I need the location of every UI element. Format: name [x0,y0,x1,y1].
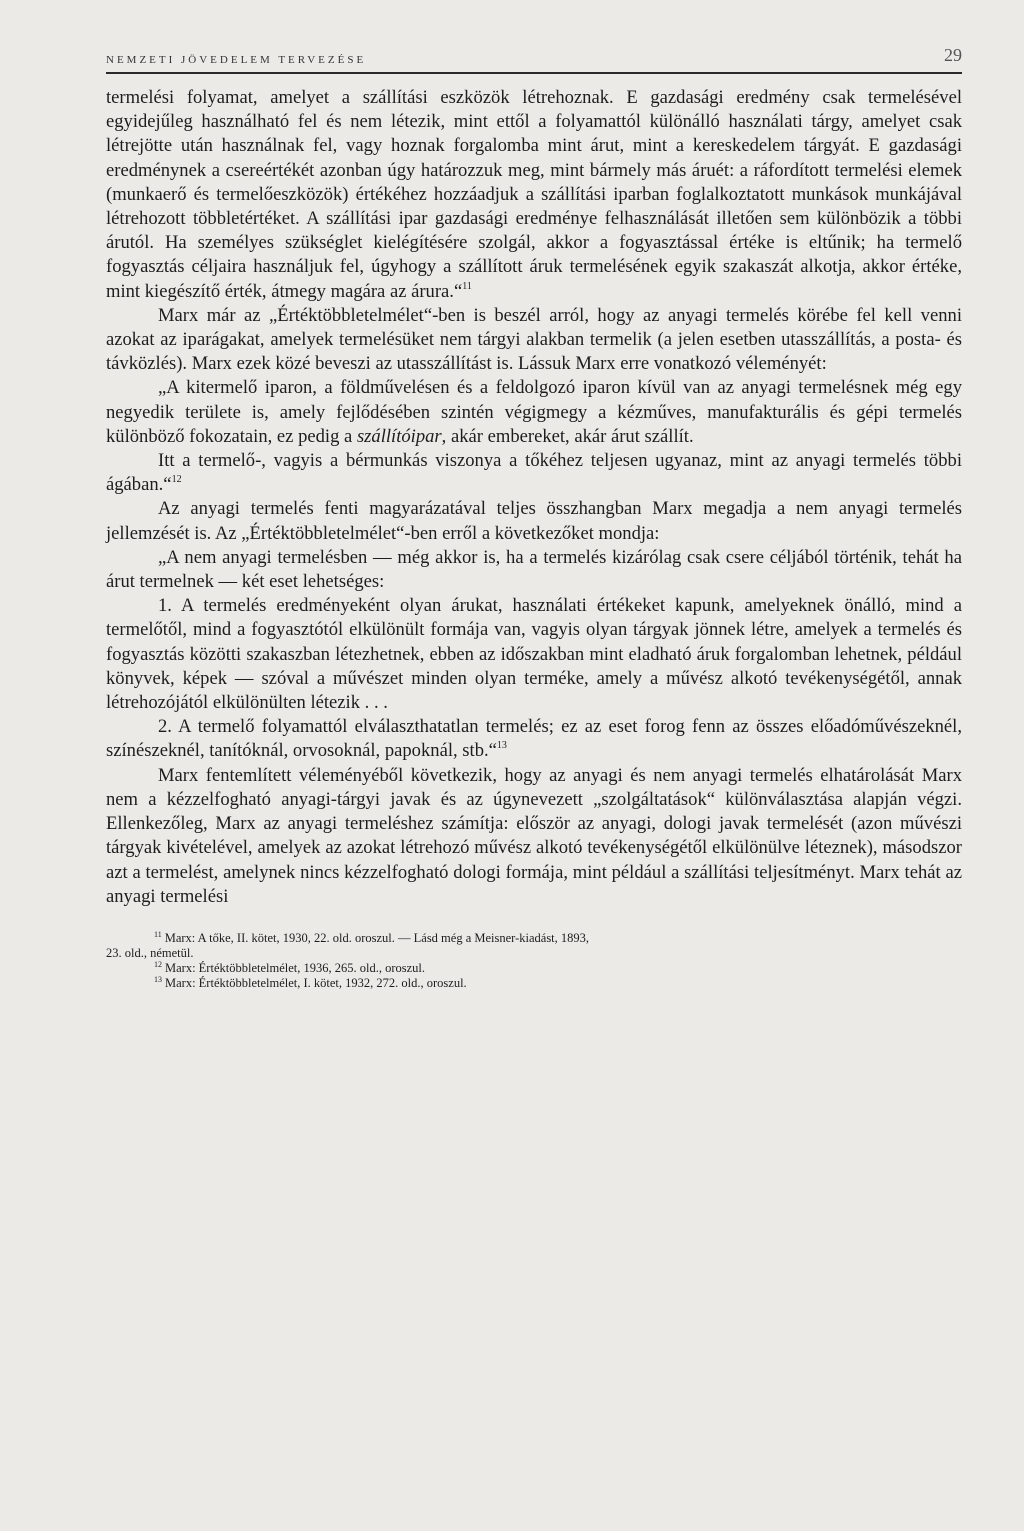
footnote-ref-12[interactable]: 12 [171,474,182,486]
footnote-ref-13[interactable]: 13 [496,740,507,752]
running-head [106,44,962,74]
footnote-11-continued: 23. old., németül. [106,945,194,960]
page-number: 29 [944,45,962,65]
footnotes [106,931,962,991]
body-text [106,86,962,909]
paragraph-4-quote: Itt a termelő-, vagyis a bérmunkás viszonya a tőkéhez teljesen ugyanaz, mint az anyagi termelés többi ágában.“$^{12}$ [106,450,962,496]
paragraph-6-quote: „A nem anyagi termelésben — még akkor is, ha a termelés kizárólag csak csere céljából történik, tehát ha árut termelnek — két eset lehetséges: [106,546,962,593]
footnote-12: $^{12}$ Marx: Értéktöbbletelmélet, 1936, 265. old., oroszul. [154,959,426,975]
footnote-13: $^{13}$ Marx: Értéktöbbletelmélet, I. kötet, 1932, 272. old., oroszul. [154,974,467,990]
footnote-11: $^{11}$ Marx: A tőke, II. kötet, 1930, 22. old. oroszul. — Lásd még a Meisner-kiadást, 1893, [154,929,590,945]
paragraph-9: Marx fentemlített véleményéből következik, hogy az anyagi és nem anyagi termelés elhatárolását Marx nem a kézzelfogható anyagi-tárgyi javak és az úgynevezett „szolgáltatások“ különválasztása alapján végzi. Ellenkezőleg, Marx az anyagi termeléshez számítja: először az anyagi, dologi javak termelését (azon művészi tárgyak kivételével, amelyek az azokat létrehozó művész alkotó tevékenységétől elkülönülve léteznek), másodszor azt a termelést, amelynek nincs kézzelfogható dologi formája, mint például a szállítási teljesítményt. Marx tehát az anyagi termelési [106,764,962,907]
footnote-ref-11[interactable]: 11 [462,280,472,292]
paragraph-1: termelési folyamat, amelyet a szállítási eszközök létrehoznak. E gazdasági eredmény csak termelésével egyidejűleg használható fel és nem létezik, mint ettől a folyamattól különálló használati tárgy, amelyet csak létrejötte után használnak fel, vagy hoznak forgalomba mint árut, mint a kereskedelem tárgyát. E gazdasági eredménynek a csereértékét azonban úgy határozzuk meg, mint bármely más áruét: a ráfordított termelési elemek (munkaerő és termelőeszközök) értékéhez hozzáadjuk a szállítási iparban foglalkoztatott munkások munkájával létrehozott többletértéket. A szállítási ipar gazdasági eredménye felhasználását illetően sem különbözik a többi árutól. Ha személyes szükséglet kielégítésére szolgál, akkor a fogyasztással értéke is eltűnik; ha termelő fogyasztás céljaira használjuk fel, úgyhogy a szállított áruk termelésének egyik szakaszát alkotja, akkor értéke, mint kiegészítő érték, átmegy magára az árura.“$^{11}$ [106,87,962,302]
running-title: NEMZETI JÖVEDELEM TERVEZÉSE [106,54,367,66]
paragraph-8-case-2: 2. A termelő folyamattól elválaszthatatlan termelés; ez az eset forog fenn az összes előadóművészeknél, színészeknél, tanítóknál, orvosoknál, papoknál, stb.“$^{13}$ [106,716,962,762]
italic-term: szállítóipar [356,425,442,447]
paragraph-3-quote: „A kitermelő iparon, a földművelésen és a feldolgozó iparon kívül van az anyagi termelésnek még egy negyedik területe is, amely fejlődésében szintén végigmegy a kézműves, manufakturális és gépi termelés különböző fokozatain, ez pedig a szállítóipar, akár embereket, akár árut szállít. [106,377,962,447]
paragraph-2: Marx már az „Értéktöbbletelmélet“-ben is beszél arról, hogy az anyagi termelés körébe fel kell venni azokat az iparágakat, amelyek termelésüket nem tárgyi alakban termelik (a jelen esetben utasszállítás, a posta- és távközlés). Marx ezek közé beveszi az utasszállítást is. Lássuk Marx erre vonatkozó véleményét: [106,304,962,375]
paragraph-7-case-1: 1. A termelés eredményeként olyan árukat, használati értékeket kapunk, amelyeknek önálló, mind a termelőtől, mind a fogyasztótól elkülönült formája van, vagyis olyan tárgyak jönnek létre, amelyek a termelés és fogyasztás közötti szakaszban létezhetnek, ebben az időszakban mint eladható áruk forgalomban lehetnek, például könyvek, képek — szóval a művészet minden olyan terméke, amely a művész alkotó tevékenységétől, annak létrehozójától elkülönülten létezik . . . [106,595,962,714]
paragraph-5: Az anyagi termelés fenti magyarázatával teljes összhangban Marx megadja a nem anyagi termelés jellemzését is. Az „Értéktöbbletelmélet“-ben erről a következőket mondja: [106,498,962,544]
